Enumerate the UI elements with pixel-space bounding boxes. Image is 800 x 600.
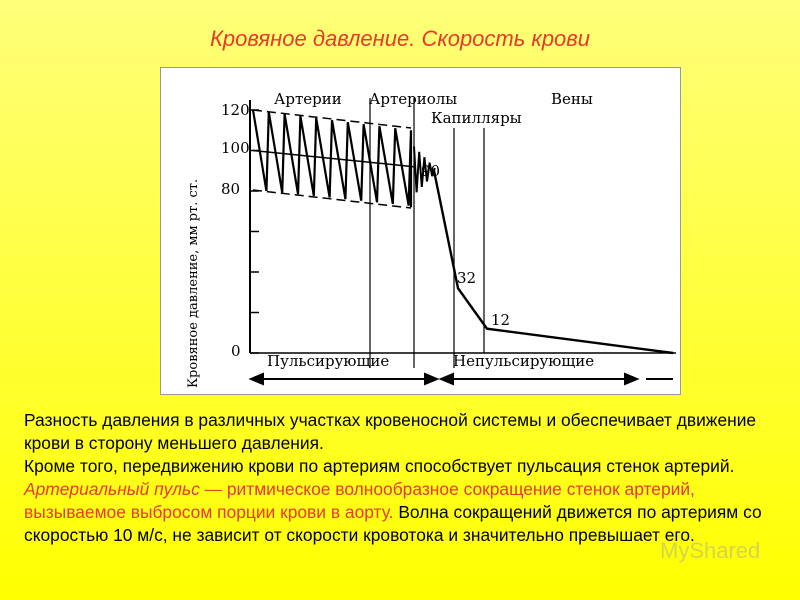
y-tick-label-120: 120: [221, 101, 250, 119]
pulse-wave-speed: Волна сокращений движется по артериям со скоростью 10 м/с, не зависит от скорости кровотока и значительно превышает его.: [24, 501, 762, 545]
y-tick-label-0: 0: [231, 342, 241, 360]
arrow-nonpulsating: [441, 374, 673, 384]
annotation-32: 32: [457, 269, 477, 287]
body-text: [24, 409, 788, 546]
annotation-90: 90: [421, 162, 441, 180]
flow-label-pulsating: Пульсирующие: [267, 352, 390, 370]
y-axis-label: Кровяное давление, мм рт. ст.: [186, 178, 201, 388]
pressure-chart: [160, 67, 681, 395]
annotation-12: 12: [491, 311, 511, 329]
y-tick-label-100: 100: [221, 139, 250, 157]
pressure-curve: [434, 171, 673, 353]
region-label-capillaries: Капилляры: [431, 109, 522, 127]
term-arterial-pulse: Артериальный пульс: [24, 478, 200, 499]
paragraph-pressure-difference: Разность давления в различных участках кровеносной системы и обеспечивает движение крови в сторону меньшего давления.: [24, 410, 757, 453]
region-label-veins: Вены: [551, 90, 593, 108]
watermark: MyShared: [660, 538, 761, 563]
flow-label-nonpulsating: Непульсирующие: [453, 352, 595, 370]
y-tick-label-80: 80: [221, 180, 241, 198]
paragraph-pulse: [24, 455, 788, 547]
y-ticks: [250, 110, 259, 353]
chart-svg: [161, 68, 680, 394]
term-definition: — ритмическое волнообразное сокращение стенок артерий, вызываемое выбросом порции крови в аорту.: [24, 478, 695, 522]
region-label-arterioles: Артериолы: [369, 90, 458, 108]
slide-title: Кровяное давление. Скорость крови: [209, 26, 591, 51]
diastolic-envelope: [253, 190, 411, 208]
region-label-arteries: Артерии: [274, 90, 342, 108]
pulse-intro: Кроме того, передвижению крови по артериям способствует пульсация стенок артерий.: [24, 455, 735, 476]
arrow-pulsating: [251, 374, 437, 384]
